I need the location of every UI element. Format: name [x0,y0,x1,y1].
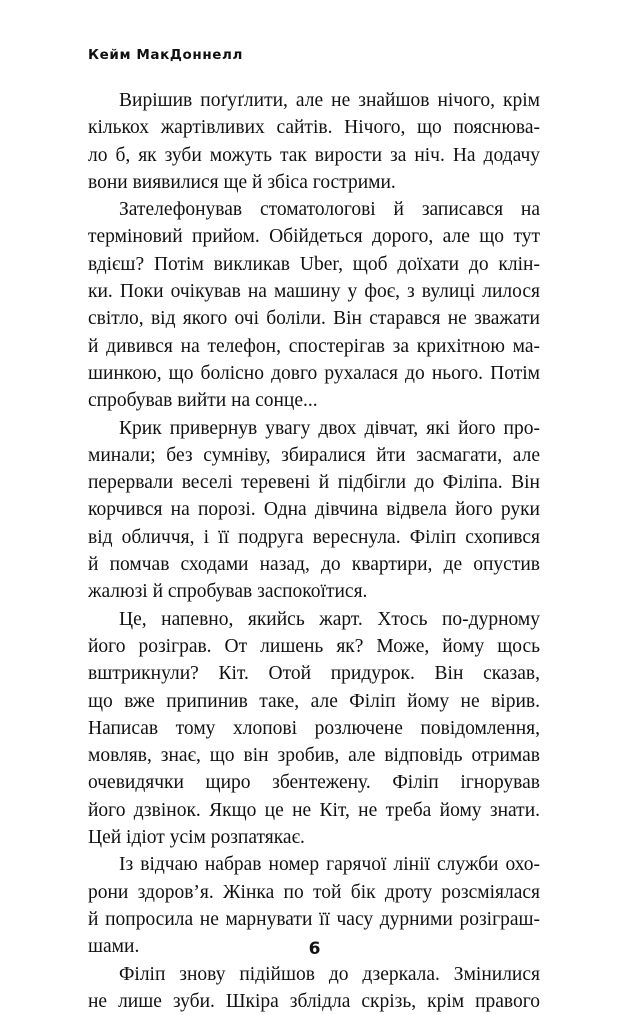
text-line: світло, від якого очі боліли. Він старався не зважати [88,308,540,330]
text-line: ло б, як зуби можуть так вирости за ніч. На додачу [88,144,540,166]
text-line: Зателефонував стоматологові й записався на [119,199,540,221]
text-line: шами. [88,936,140,958]
text-line: шинкою, що болісно довго рухалася до нього. Потім [88,362,540,384]
text-line: рони здоров’я. Жінка по той бік дроту розсміялася [88,881,540,903]
text-line: вони виявилися ще й збіса гострими. [88,171,396,193]
text-line: не лише зуби. Шкіра зблідла скрізь, крім правого [88,990,540,1012]
text-line: Філіп знову підійшов до дзеркала. Змінилися [119,963,540,985]
page-number: 6 [308,939,321,959]
text-line: його дзвінок. Якщо це не Кіт, не треба йому знати. [88,799,540,821]
text-line: й помчав сходами назад, до квартири, де опустив [88,554,540,576]
text-line: Із відчаю набрав номер гарячої лінії служби охо- [119,854,540,876]
text-line: жалюзі й спробував заспокоїтися. [88,581,368,603]
text-line: Це, напевно, якийсь жарт. Хтось по-дурному [119,608,540,630]
text-line: вдієш? Потім викликав Uber, щоб доїхати до клін- [88,253,540,275]
text-line: його розіграв. От лишень як? Може, йому щось [88,635,540,657]
text-line: від обличчя, і її подруга вереснула. Філіп схопився [88,526,540,548]
text-line: Вирішив поґуґлити, але не знайшов нічого, крім [119,90,540,111]
text-line: Написав тому хлопові розлючене повідомлення, [88,717,540,739]
text-line: спробував вийти на сонце... [88,390,318,412]
text-line: кількох жартівливих сайтів. Нічого, що пояснюва- [88,117,540,139]
text-line: Крик привернув увагу двох дівчат, які його про- [119,417,540,439]
text-line: минали; без сумніву, збиралися йти засмагати, але [88,444,540,466]
text-line: перервали веселі теревені й підбігли до Філіпа. Він [88,472,540,494]
text-line: й дивився на телефон, спостерігав за крихітною ма- [88,335,540,357]
text-line: й попросила не марнувати її часу дурними розіграш- [88,908,540,930]
body-text [88,87,540,1015]
text-line: корчився на порозі. Одна дівчина відвела його руки [88,499,540,521]
text-line: Цей ідіот усім розпатякає. [88,827,305,849]
text-line: мовляв, знає, що він зробив, але відповідь отримав [88,745,540,767]
text-line: вштрикнули? Кіт. Отой придурок. Він сказав, [88,663,540,685]
text-line: ки. Поки очікував на машину у фоє, з вулиці лилося [88,281,540,303]
text-line: терміновий прийом. Обійдеться дорого, але що тут [88,226,540,248]
text-line: очевидячки щиро збентежену. Філіп ігнорував [88,772,540,794]
running-head: Кейм МакДоннелл [88,47,243,63]
text-line: що вже припинив таке, але Філіп йому не вірив. [88,690,540,712]
